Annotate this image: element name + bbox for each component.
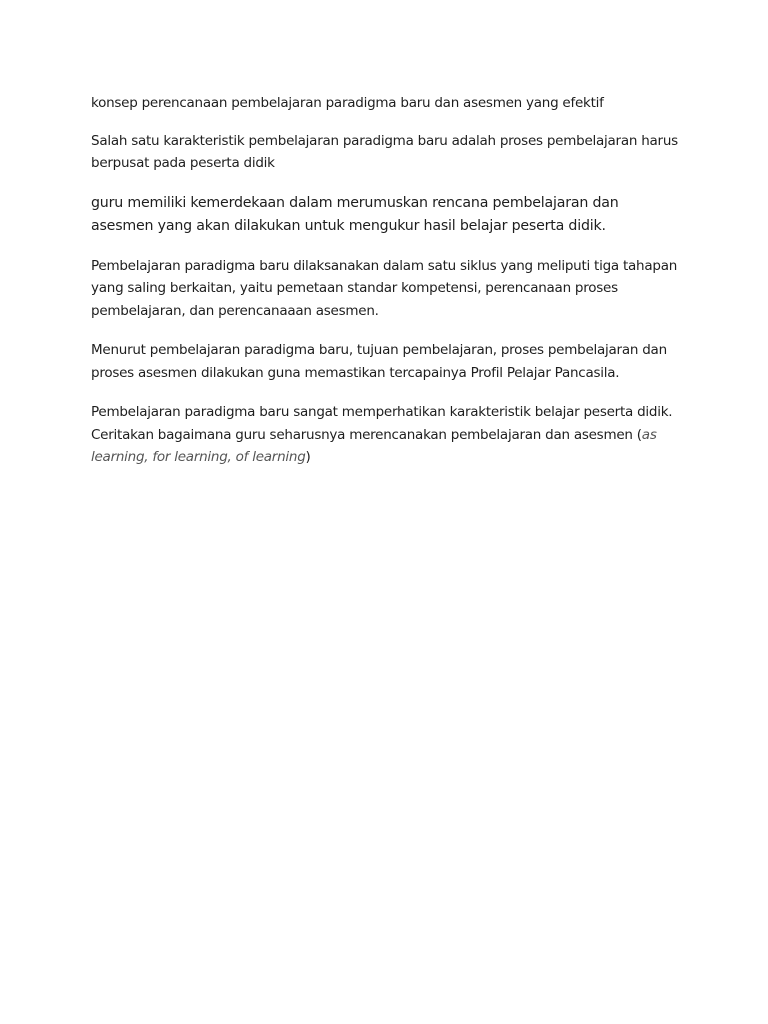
assessment-types-emphasis: as learning, for learning, of learning <box>91 426 657 465</box>
assessment-question-text: Pembelajaran paradigma baru sangat memperhatikan karakteristik belajar peserta didik. Ceritakan bagaimana guru seharusnya merencanakan pembelajaran dan asesmen ( <box>91 404 673 443</box>
document-title: konsep perencanaan pembelajaran paradigma baru dan asesmen yang efektif <box>91 95 604 111</box>
assessment-question-closing: ) <box>305 449 311 465</box>
paragraph-teacher-freedom: guru memiliki kemerdekaan dalam merumuskan rencana pembelajaran dan asesmen yang akan dilakukan untuk mengukur hasil belajar peserta didik. <box>91 194 619 234</box>
paragraph-pancasila-profile: Menurut pembelajaran paradigma baru, tujuan pembelajaran, proses pembelajaran dan proses asesmen dilakukan guna memastikan tercapainya Profil Pelajar Pancasila. <box>91 342 667 381</box>
paragraph-learning-cycle: Pembelajaran paradigma baru dilaksanakan dalam satu siklus yang meliputi tiga tahapan yang saling berkaitan, yaitu pemetaan standar kompetensi, perencanaan proses pembelajaran, dan perencanaaan asesmen. <box>91 257 678 319</box>
paragraph-assessment-question <box>91 401 680 469</box>
paragraph-student-centered: Salah satu karakteristik pembelajaran paradigma baru adalah proses pembelajaran harus berpusat pada peserta didik <box>91 132 678 171</box>
